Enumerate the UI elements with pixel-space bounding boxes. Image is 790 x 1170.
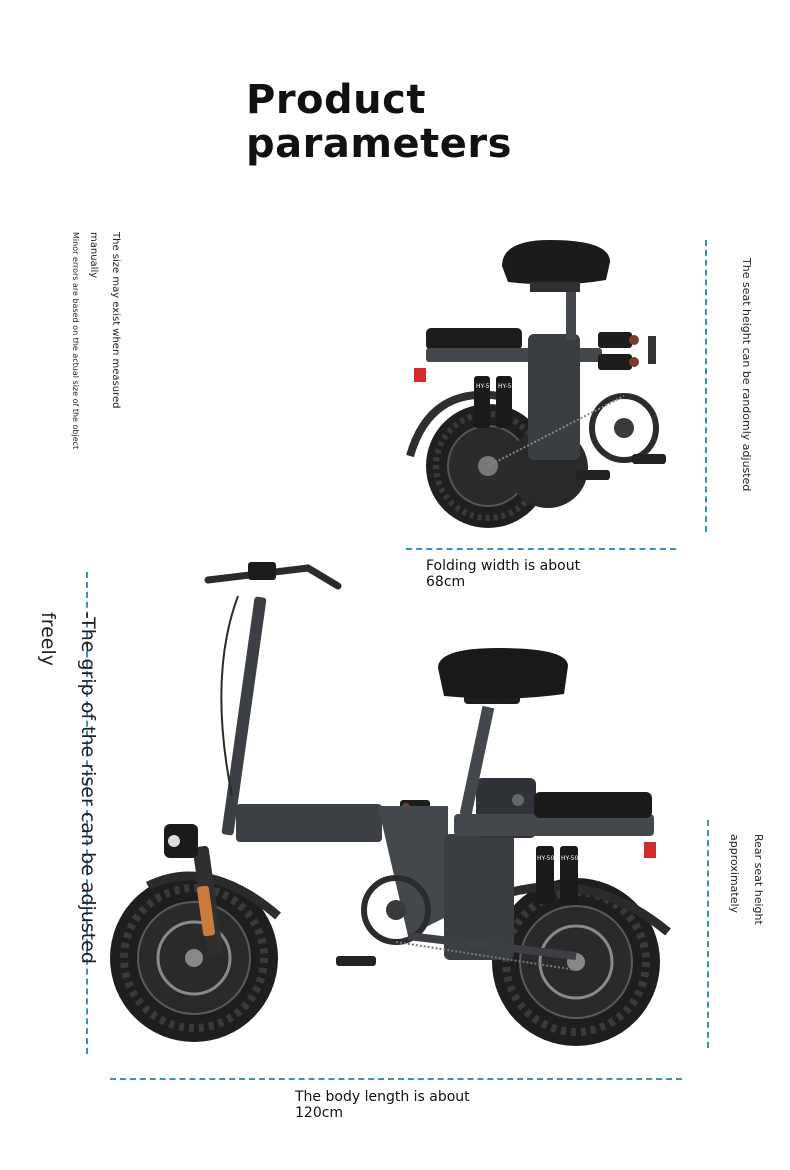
- folded-shock-text-left: HY-50: [476, 383, 494, 390]
- main-shock-text-right: HY-50: [561, 855, 579, 862]
- measure-note-line-1: The size may exist when measured: [110, 232, 121, 409]
- title-line-1: Product: [246, 77, 426, 123]
- folded-shock-text-right: HY-50: [498, 383, 516, 390]
- grip-riser-line-2: freely: [37, 612, 59, 666]
- folded-bike-image: [400, 236, 690, 536]
- minor-errors-note: Minor errors are based on the actual size of the object: [71, 232, 80, 450]
- rear-seat-dimension-line: [707, 820, 709, 1048]
- rear-seat-label: [728, 834, 776, 925]
- seat-height-dimension-line: [705, 240, 707, 532]
- folding-width-line-1: Folding width is about: [426, 558, 581, 574]
- grip-riser-label: [38, 612, 118, 964]
- body-length-line-2: 120cm: [295, 1105, 344, 1121]
- seat-height-label: The seat height can be randomly adjusted: [740, 258, 753, 492]
- rear-seat-line-2: approximately: [728, 834, 741, 914]
- folding-width-line-2: 68cm: [426, 574, 466, 590]
- grip-riser-line-1: -The grip of the riser can be adjusted: [77, 612, 99, 964]
- unfolded-bike-image: [108, 556, 688, 1056]
- rear-seat-line-1: Rear seat height: [752, 834, 765, 925]
- folding-width-dimension-line: [406, 548, 676, 550]
- body-length-dimension-line: [110, 1078, 682, 1080]
- measure-note-line-2: manually: [88, 232, 99, 279]
- page-title: [246, 78, 512, 166]
- title-line-2: parameters: [246, 121, 512, 167]
- main-shock-text-left: HY-50: [537, 855, 555, 862]
- body-length-line-1: The body length is about: [295, 1089, 470, 1105]
- body-length-label: [295, 1089, 470, 1121]
- measure-note: [88, 232, 132, 408]
